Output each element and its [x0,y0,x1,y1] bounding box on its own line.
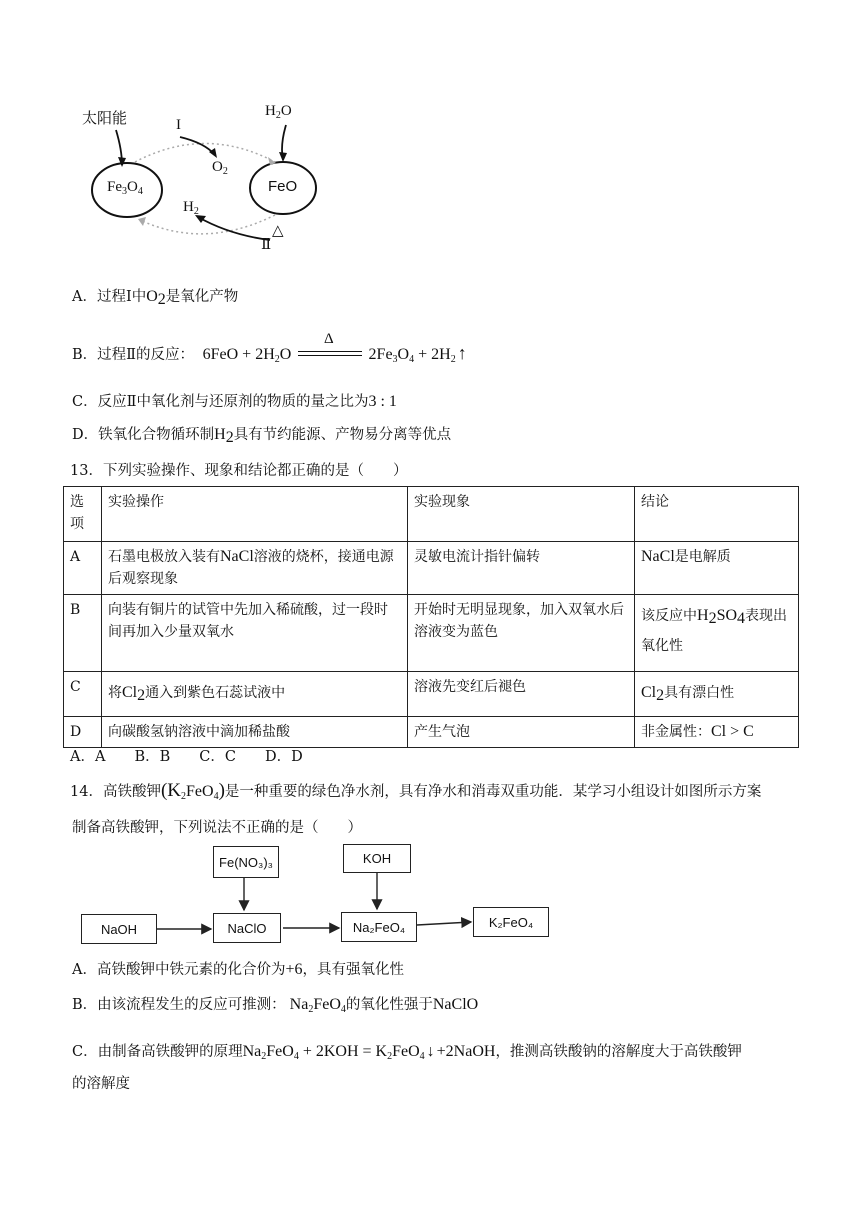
table-row [64,717,799,748]
header-operation: 实验操作 [102,487,408,542]
solar-arrowhead [118,157,126,167]
q12-option-d: D．铁氧化合物循环制$H_2$具有节约能源、产物易分离等优点 [72,426,452,446]
header-option: 选项 [64,487,102,542]
solar-energy-label: 太阳能 [82,109,128,127]
header-conclusion: 结论 [635,487,799,542]
q13-stem: 13．下列实验操作、现象和结论都正确的是（ ） [70,463,408,479]
h2-label: $H_2$ [183,199,199,217]
heat-triangle-label: △ [272,223,284,239]
arrow-na2feo4-to-k2feo4 [417,922,471,925]
row-b-option: B [64,595,102,672]
row-a-operation: 石墨电极放入装有NaCl溶液的烧杯，接通电源后观察现象 [102,542,408,595]
cycle-diagram [80,95,360,265]
q14-flow-diagram [75,840,555,950]
row-d-operation: 向碳酸氢钠溶液中滴加稀盐酸 [102,717,408,748]
process-2-dotted-arc [140,215,275,234]
row-d-conclusion: 非金属性：Cl > C [635,717,799,748]
row-d-option: D [64,717,102,748]
table-row [64,595,799,672]
row-a-phenomenon: 灵敏电流计指针偏转 [408,542,635,595]
naclo-box: NaClO [213,913,281,943]
q13-table [63,486,799,748]
o2-label: $O_2$ [212,159,228,177]
naoh-box: NaOH [81,914,157,944]
h2o-arrowhead [279,152,287,162]
table-row [64,672,799,717]
q14-option-c-line2: 的溶解度 [72,1076,130,1092]
fe-no3-3-box: Fe(NO₃)₃ [213,846,279,878]
row-d-phenomenon: 产生气泡 [408,717,635,748]
row-c-conclusion: $Cl_2$具有漂白性 [635,672,799,717]
row-b-conclusion: 该反应中$H_2SO_4$表现出氧化性 [635,595,799,672]
row-c-operation: 将$Cl_2$通入到紫色石蕊试液中 [102,672,408,717]
q12-option-a: A．过程Ⅰ中$O_2$是氧化产物 [72,288,239,308]
q14-stem-line2: 制备高铁酸钾，下列说法不正确的是（ ） [72,820,362,836]
header-phenomenon: 实验现象 [408,487,635,542]
q14-option-c-line1: C．由制备高铁酸钾的原理$Na_2FeO_4 + 2KOH = K_2FeO_4$ ↓ +2NaOH，推测高铁酸钠的溶解度大于高铁酸钾 [72,1043,742,1062]
table-header-row [64,487,799,542]
row-b-operation: 向装有铜片的试管中先加入稀硫酸，过一段时间再加入少量双氧水 [102,595,408,672]
process-1-label: I [176,117,181,133]
koh-box: KOH [343,844,411,873]
h2o-label: $H_2O$ [265,103,292,121]
h2-arrow [198,217,270,240]
row-b-phenomenon: 开始时无明显现象，加入双氧水后溶液变为蓝色 [408,595,635,672]
na2feo4-box: Na₂FeO₄ [341,912,417,942]
q13-choices: A．A B．B C．C D．D [70,749,303,765]
row-c-option: C [64,672,102,717]
reaction-condition-heat: Δ [296,345,364,365]
q12-option-c: C．反应Ⅱ中氧化剂与还原剂的物质的量之比为3 : 1 [72,393,397,410]
row-a-option: A [64,542,102,595]
q14-option-a: A．高铁酸钾中铁元素的化合价为+6，具有强氧化性 [72,961,405,978]
row-a-conclusion: NaCl是电解质 [635,542,799,595]
fe3o4-label: $Fe_3O_4$ [107,179,143,197]
feo-label: FeO [268,178,298,195]
table-row [64,542,799,595]
q12-option-b: B．过程Ⅱ的反应： $6FeO + 2H_2O$ Δ $2Fe_3O_4 + 2H_2$ ↑ [72,331,467,365]
row-c-phenomenon: 溶液先变红后褪色 [408,672,635,717]
q14-option-b: B．由该流程发生的反应可推测： $Na_2FeO_4$的氧化性强于NaClO [72,996,479,1015]
q14-stem-line1: 14．高铁酸钾$(K_2FeO_4)$是一种重要的绿色净水剂，具有净水和消毒双重功能．某学习小组设计如图所示方案 [70,780,762,802]
k2feo4-box: K₂FeO₄ [473,907,549,937]
process-2-label: Ⅱ [261,237,272,253]
